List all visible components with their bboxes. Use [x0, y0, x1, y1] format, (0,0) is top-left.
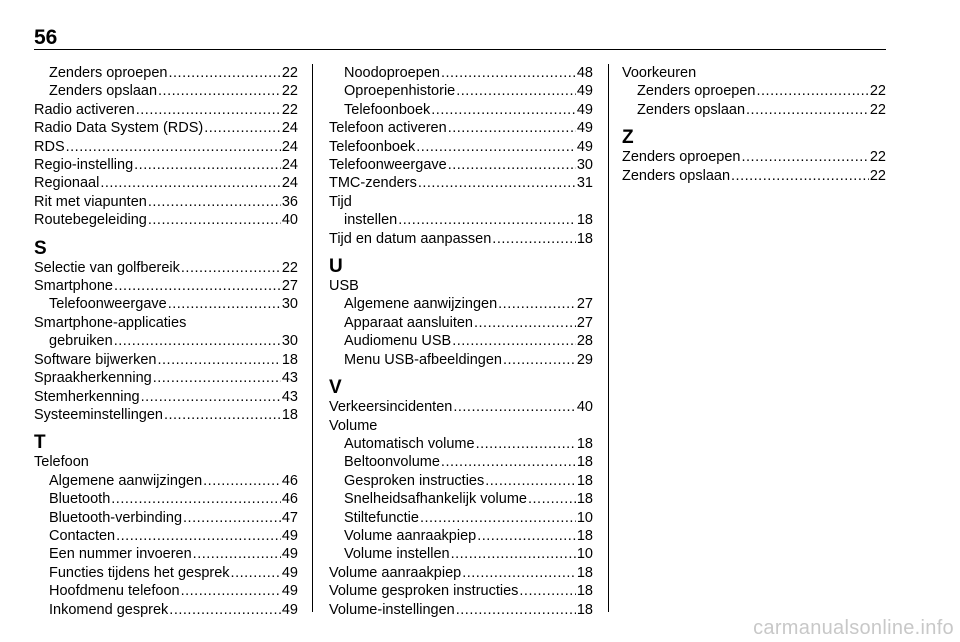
index-entry-term: Telefoonweergave	[329, 157, 447, 174]
index-entry-term: Telefoon activeren	[329, 120, 447, 137]
index-entry[interactable]	[34, 472, 298, 490]
index-entry-page: 18	[576, 212, 593, 229]
index-entry-page: 18	[576, 454, 593, 471]
dot-leader	[456, 82, 576, 100]
index-entry-term: Apparaat aansluiten	[344, 314, 473, 331]
dot-leader	[731, 167, 869, 185]
index-entry-term: Stemherkenning	[34, 388, 140, 405]
index-entry-term: Smartphone	[34, 278, 113, 295]
dot-leader	[164, 406, 281, 424]
index-entry[interactable]	[329, 527, 593, 545]
dot-leader	[528, 490, 576, 508]
index-entry-term: Bluetooth	[49, 491, 111, 508]
index-entry-term: Zenders oproepen	[622, 149, 741, 166]
dot-leader	[231, 564, 281, 582]
index-entry-page: 46	[281, 491, 298, 508]
index-entry[interactable]	[329, 295, 593, 313]
index-entry-term: Routebegeleiding	[34, 212, 147, 229]
dot-leader	[477, 527, 576, 545]
index-topic-heading: Smartphone-applicaties	[34, 314, 187, 331]
dot-leader	[111, 490, 281, 508]
index-entry-term: Radio Data System (RDS)	[34, 120, 204, 137]
dot-leader	[204, 119, 281, 137]
index-entry[interactable]	[34, 332, 298, 350]
index-entry-term: Rit met viapunten	[34, 193, 147, 210]
dot-leader	[757, 82, 869, 100]
index-entry-term: Zenders opslaan	[622, 167, 731, 184]
index-entry-page: 40	[281, 212, 298, 229]
dot-leader	[136, 101, 281, 119]
index-entry[interactable]	[34, 545, 298, 563]
index-entry-term: Algemene aanwijzingen	[49, 472, 203, 489]
index-entry[interactable]	[34, 156, 298, 174]
index-entry-page: 47	[281, 509, 298, 526]
dot-leader	[453, 398, 576, 416]
index-entry[interactable]	[329, 435, 593, 453]
index-entry-term: Contacten	[49, 527, 116, 544]
index-entry-page: 30	[281, 296, 298, 313]
index-entry[interactable]	[329, 564, 593, 582]
dot-leader	[448, 119, 576, 137]
index-entry[interactable]	[622, 101, 886, 119]
index-entry-term: Functies tijdens het gesprek	[49, 564, 230, 581]
index-entry[interactable]	[34, 64, 298, 82]
index-entry-term: Telefoonboek	[329, 138, 416, 155]
index-entry[interactable]	[34, 509, 298, 527]
index-entry[interactable]	[329, 156, 593, 174]
index-entry[interactable]	[329, 351, 593, 369]
index-entry[interactable]	[329, 453, 593, 471]
index-entry-page: 24	[281, 157, 298, 174]
index-entry[interactable]	[34, 119, 298, 137]
index-column-3	[622, 64, 886, 185]
index-entry-term: Gesproken instructies	[344, 472, 485, 489]
index-entry[interactable]	[34, 193, 298, 211]
index-entry-page: 18	[281, 406, 298, 423]
index-entry-page: 31	[576, 175, 593, 192]
index-entry-page: 49	[281, 564, 298, 581]
column-divider	[608, 64, 609, 612]
dot-leader	[746, 101, 869, 119]
dot-leader	[169, 601, 281, 619]
watermark: carmanualsonline.info	[753, 617, 954, 639]
dot-leader	[452, 332, 576, 350]
index-entry[interactable]	[34, 564, 298, 582]
index-entry-term: Bluetooth-verbinding	[49, 509, 183, 526]
index-entry[interactable]	[329, 138, 593, 156]
index-entry-term: Een nummer invoeren	[49, 546, 192, 563]
index-entry-term: Regio-instelling	[34, 157, 134, 174]
index-entry-page: 49	[576, 120, 593, 137]
dot-leader	[148, 193, 281, 211]
index-entry-term: Tijd en datum aanpassen	[329, 230, 492, 247]
index-entry-page: 43	[281, 370, 298, 387]
dot-leader	[148, 211, 281, 229]
column-divider	[312, 64, 313, 612]
index-entry[interactable]	[329, 64, 593, 82]
index-entry-page: 10	[576, 509, 593, 526]
dot-leader	[153, 369, 281, 387]
index-entry[interactable]	[34, 351, 298, 369]
index-entry-page: 22	[281, 83, 298, 100]
index-topic-heading: Voorkeuren	[622, 65, 697, 81]
index-entry-term: Volume aanraakpiep	[344, 527, 477, 544]
index-entry-page: 18	[281, 351, 298, 368]
index-entry-page: 22	[281, 65, 298, 81]
index-entry-page: 22	[869, 83, 886, 100]
index-entry-page: 18	[576, 435, 593, 452]
index-entry[interactable]	[329, 472, 593, 490]
index-entry-page: 27	[576, 296, 593, 313]
index-entry-page: 49	[576, 138, 593, 155]
index-entry-term: Regionaal	[34, 175, 100, 192]
dot-leader	[420, 509, 576, 527]
dot-leader	[181, 582, 281, 600]
index-entry-page: 29	[576, 351, 593, 368]
index-entry[interactable]	[329, 582, 593, 600]
index-entry[interactable]	[329, 398, 593, 416]
index-entry[interactable]	[329, 314, 593, 332]
dot-leader	[100, 174, 281, 192]
index-column-2	[329, 64, 593, 619]
index-entry-term: Spraakherkenning	[34, 370, 152, 387]
dot-leader	[416, 138, 576, 156]
index-entry-term: TMC-zenders	[329, 175, 417, 192]
index-entry-term: Software bijwerken	[34, 351, 157, 368]
index-entry-page: 30	[281, 333, 298, 350]
index-entry[interactable]	[34, 174, 298, 192]
index-entry-term: Beltoonvolume	[344, 454, 440, 471]
index-topic-heading: USB	[329, 278, 359, 295]
index-entry-page: 48	[576, 65, 593, 81]
index-entry-term: Telefoonweergave	[49, 296, 167, 313]
index-entry[interactable]	[34, 601, 298, 619]
index-entry-page: 49	[281, 527, 298, 544]
index-entry-term: Volume aanraakpiep	[329, 564, 462, 581]
index-entry[interactable]	[329, 119, 593, 137]
index-entry[interactable]	[34, 101, 298, 119]
index-letter-heading: S	[34, 237, 47, 259]
index-entry-term: Volume-instellingen	[329, 601, 455, 618]
index-entry[interactable]	[329, 101, 593, 119]
index-entry-term: Audiomenu USB	[344, 333, 452, 350]
index-entry-page: 40	[576, 399, 593, 416]
index-entry-page: 49	[576, 101, 593, 118]
index-letter-heading: V	[329, 377, 342, 399]
index-entry-page: 18	[576, 583, 593, 600]
dot-leader	[203, 472, 281, 490]
index-entry[interactable]	[329, 545, 593, 563]
dot-leader	[456, 601, 576, 619]
index-entry-page: 18	[576, 230, 593, 247]
index-entry-term: Systeeminstellingen	[34, 406, 163, 423]
index-entry-term: Volume gesproken instructies	[329, 583, 519, 600]
index-entry[interactable]	[329, 490, 593, 508]
dot-leader	[431, 101, 576, 119]
index-entry-page: 18	[576, 601, 593, 618]
dot-leader	[498, 295, 576, 313]
dot-leader	[418, 174, 576, 192]
index-entry[interactable]	[34, 211, 298, 229]
index-entry-page: 49	[281, 583, 298, 600]
index-entry-term: Verkeersincidenten	[329, 399, 453, 416]
index-entry[interactable]	[622, 167, 886, 185]
dot-leader	[441, 453, 576, 471]
index-entry-term: RDS	[34, 138, 65, 155]
index-entry[interactable]	[329, 174, 593, 192]
index-entry-page: 24	[281, 138, 298, 155]
index-entry-term: Inkomend gesprek	[49, 601, 169, 618]
index-topic-heading: Volume	[329, 417, 378, 434]
index-entry-page: 30	[576, 157, 593, 174]
index-entry-page: 24	[281, 120, 298, 137]
index-entry-page: 10	[576, 546, 593, 563]
index-entry[interactable]	[34, 582, 298, 600]
dot-leader	[66, 138, 281, 156]
dot-leader	[441, 64, 576, 82]
index-entry[interactable]	[34, 406, 298, 424]
index-entry-term: Radio activeren	[34, 101, 135, 118]
index-entry[interactable]	[34, 490, 298, 508]
index-entry-term: Zenders opslaan	[49, 83, 158, 100]
index-entry[interactable]	[329, 332, 593, 350]
index-entry[interactable]	[329, 230, 593, 248]
index-entry-term: Zenders oproepen	[637, 83, 756, 100]
index-entry[interactable]	[622, 82, 886, 100]
index-entry-page: 49	[281, 601, 298, 618]
index-entry-page: 24	[281, 175, 298, 192]
dot-leader	[503, 351, 576, 369]
index-letter-heading: U	[329, 256, 343, 278]
index-entry-term: Automatisch volume	[344, 435, 475, 452]
index-entry-page: 22	[281, 101, 298, 118]
dot-leader	[169, 64, 281, 82]
dot-leader	[168, 295, 281, 313]
dot-leader	[183, 509, 281, 527]
index-entry-term: instellen	[344, 212, 398, 229]
index-entry-page: 18	[576, 472, 593, 489]
page-number: 56	[34, 26, 58, 49]
index-topic-heading: Telefoon	[34, 454, 89, 471]
index-entry-term: Selectie van golfbereik	[34, 259, 180, 276]
index-entry[interactable]	[329, 509, 593, 527]
index-entry-page: 36	[281, 193, 298, 210]
index-entry[interactable]	[34, 138, 298, 156]
index-letter-heading: T	[34, 432, 46, 454]
dot-leader	[474, 314, 576, 332]
index-entry[interactable]	[329, 211, 593, 229]
dot-leader	[462, 564, 576, 582]
index-entry-page: 18	[576, 491, 593, 508]
index-entry-term: Stiltefunctie	[344, 509, 419, 526]
dot-leader	[398, 211, 576, 229]
dot-leader	[181, 259, 281, 277]
dot-leader	[742, 148, 869, 166]
dot-leader	[134, 156, 281, 174]
index-entry-term: Hoofdmenu telefoon	[49, 583, 180, 600]
index-entry[interactable]	[622, 148, 886, 166]
index-entry[interactable]	[34, 82, 298, 100]
index-entry-page: 18	[576, 564, 593, 581]
index-entry-term: Oproepenhistorie	[344, 83, 456, 100]
index-entry-page: 22	[869, 149, 886, 166]
dot-leader	[485, 472, 576, 490]
dot-leader	[492, 230, 576, 248]
dot-leader	[114, 332, 281, 350]
index-entry-term: gebruiken	[49, 333, 113, 350]
index-entry[interactable]	[34, 259, 298, 277]
index-entry-page: 22	[869, 167, 886, 184]
dot-leader	[158, 82, 281, 100]
index-letter-heading: Z	[622, 127, 634, 149]
index-entry[interactable]	[34, 277, 298, 295]
index-entry-term: Algemene aanwijzingen	[344, 296, 498, 313]
dot-leader	[451, 545, 576, 563]
index-entry-term: Telefoonboek	[344, 101, 431, 118]
header-rule	[34, 49, 886, 50]
index-entry[interactable]	[34, 527, 298, 545]
index-entry[interactable]	[34, 295, 298, 313]
dot-leader	[448, 156, 576, 174]
dot-leader	[141, 388, 281, 406]
index-entry[interactable]	[329, 601, 593, 619]
dot-leader	[158, 351, 281, 369]
index-entry-page: 22	[281, 259, 298, 276]
dot-leader	[519, 582, 575, 600]
index-entry-page: 43	[281, 388, 298, 405]
index-column-1	[34, 64, 298, 619]
dot-leader	[476, 435, 576, 453]
index-entry-page: 49	[281, 546, 298, 563]
dot-leader	[114, 277, 281, 295]
index-entry[interactable]	[34, 388, 298, 406]
index-entry-page: 22	[869, 101, 886, 118]
index-entry-page: 46	[281, 472, 298, 489]
index-entry-term: Zenders oproepen	[49, 65, 168, 81]
index-entry-term: Menu USB-afbeeldingen	[344, 351, 502, 368]
index-entry-page: 18	[576, 527, 593, 544]
index-entry-term: Snelheidsafhankelijk volume	[344, 491, 527, 508]
dot-leader	[193, 545, 281, 563]
index-entry-page: 28	[576, 333, 593, 350]
index-entry-page: 27	[576, 314, 593, 331]
index-entry[interactable]	[34, 369, 298, 387]
dot-leader	[116, 527, 281, 545]
index-entry-page: 27	[281, 278, 298, 295]
index-entry-term: Noodoproepen	[344, 65, 440, 81]
index-entry-page: 49	[576, 83, 593, 100]
index-entry[interactable]	[329, 82, 593, 100]
index-entry-term: Volume instellen	[344, 546, 450, 563]
index-entry-term: Zenders opslaan	[637, 101, 746, 118]
index-topic-heading: Tijd	[329, 193, 352, 210]
